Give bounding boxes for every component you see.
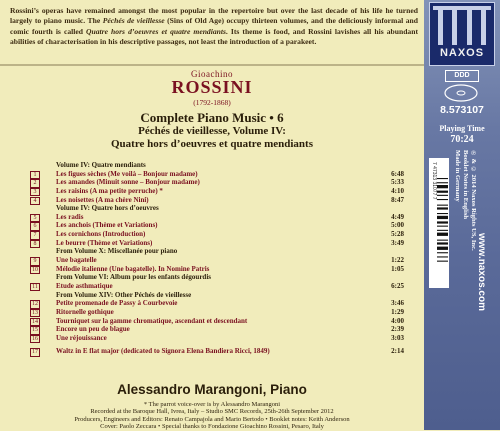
track-title: Les noisettes (A ma chère Nini) bbox=[56, 195, 149, 204]
barcode-bar bbox=[437, 226, 448, 227]
legal-line: Booklet Notes in English bbox=[462, 150, 469, 220]
volume-heading-text: Volume IV: Quatre mendiants bbox=[56, 161, 146, 169]
track-number: 15 bbox=[32, 327, 38, 334]
track-title: Une bagatelle bbox=[56, 256, 97, 265]
composer-last-name: ROSSINI bbox=[171, 77, 253, 97]
composer-dates: (1792-1868) bbox=[193, 98, 231, 107]
track-duration: 3:03 bbox=[391, 333, 404, 342]
volume-heading bbox=[30, 273, 408, 282]
playing-time-value: 70:24 bbox=[450, 134, 474, 145]
playing-time-label: Playing Time bbox=[439, 124, 485, 133]
track-number: 16 bbox=[32, 335, 38, 342]
barcode-digits: 7 47313 31077 7 bbox=[431, 162, 437, 200]
track-title: Ritornelle gothique bbox=[56, 307, 114, 316]
track-number: 5 bbox=[30, 214, 40, 223]
album-subtitle-2: Quatre hors d’oeuvres et quatre mendiants bbox=[111, 138, 313, 150]
track-number: 8 bbox=[30, 240, 40, 249]
track-title: Une réjouissance bbox=[56, 333, 107, 342]
barcode-bar bbox=[437, 205, 448, 206]
track-duration: 4:49 bbox=[391, 212, 404, 221]
track-row bbox=[30, 196, 408, 205]
volume-heading bbox=[30, 204, 408, 213]
track-title: Les radis bbox=[56, 212, 84, 221]
track-number: 9 bbox=[30, 257, 40, 266]
barcode-bars bbox=[429, 158, 449, 288]
barcode-bar bbox=[437, 191, 448, 193]
track-list bbox=[30, 161, 408, 356]
track-title: Les amandes (Minuit sonne – Bonjour madame) bbox=[56, 178, 200, 187]
track-number: 2 bbox=[30, 179, 40, 188]
barcode-bar bbox=[437, 240, 448, 241]
volume-heading bbox=[30, 247, 408, 256]
performer: Alessandro Marangoni, Piano bbox=[117, 382, 307, 397]
divider bbox=[0, 64, 424, 66]
barcode-bar bbox=[437, 207, 448, 209]
spine-panel bbox=[424, 0, 500, 430]
track-duration: 5:00 bbox=[391, 221, 404, 230]
track-duration: 5:33 bbox=[391, 178, 404, 187]
legal-line: Made in Germany bbox=[454, 150, 461, 202]
track-row bbox=[30, 256, 408, 265]
track-row bbox=[30, 178, 408, 187]
track-title: Petite promenade de Passy à Courbevoie bbox=[56, 299, 178, 308]
track-duration: 4:00 bbox=[391, 316, 404, 325]
format-badge: DDD bbox=[445, 70, 479, 82]
track-title: Les raisins (A ma petite perruche) * bbox=[56, 186, 163, 195]
track-duration: 3:46 bbox=[391, 299, 404, 308]
track-number: 1 bbox=[30, 171, 40, 180]
compact-disc-icon bbox=[443, 83, 479, 103]
album-subtitle: Péchés de vieillesse, Volume IV: bbox=[138, 125, 286, 137]
logo-column bbox=[452, 7, 457, 45]
intro-text-1: Rossini’s operas have remained amongst the most popular in the repertoire but over the last decade of his life he turned largely to piano music. The bbox=[10, 6, 418, 26]
intro-italic-1: Péchés de vieillesse bbox=[102, 16, 165, 26]
barcode-bar bbox=[437, 185, 448, 188]
track-duration: 8:47 bbox=[391, 195, 404, 204]
volume-heading-text: From Volume XIV: Other Péchés de vieillesse bbox=[56, 290, 192, 299]
track-row bbox=[30, 317, 408, 326]
track-title: Tourniquet sur la gamme chromatique, ascendant et descendant bbox=[56, 316, 248, 325]
track-duration: 6:48 bbox=[391, 169, 404, 178]
track-row bbox=[30, 347, 408, 356]
barcode-bar bbox=[437, 261, 448, 262]
barcode-bar bbox=[437, 199, 448, 200]
barcode-bar bbox=[437, 247, 448, 250]
track-duration: 2:14 bbox=[391, 347, 404, 356]
barcode-bar bbox=[437, 213, 448, 214]
track-number: 3 bbox=[30, 188, 40, 197]
logo-column bbox=[481, 7, 486, 45]
track-title: Etude asthmatique bbox=[56, 281, 113, 290]
track-title: Le beurre (Thème et Variations) bbox=[56, 238, 153, 247]
track-row bbox=[30, 170, 408, 179]
volume-heading-text: Volume IV: Quatre hors d’oeuvres bbox=[56, 204, 159, 213]
composer-first-name: Gioachino bbox=[191, 69, 233, 79]
track-duration: 1:22 bbox=[391, 256, 404, 265]
track-number: 6 bbox=[30, 222, 40, 231]
barcode-bar bbox=[437, 256, 448, 257]
track-number: 10 bbox=[32, 266, 38, 273]
intro-text-3: . Its theme is food, and Rossini lavishes all his abundant abilities of characterisation in his descriptive passages, not least the introduction of a parakeet. bbox=[10, 26, 418, 47]
track-duration: 3:49 bbox=[391, 238, 404, 247]
track-title: Encore un peu de blague bbox=[56, 325, 130, 334]
volume-heading-text: From Volume X: Miscellanée pour piano bbox=[56, 247, 178, 256]
legal-line: ℗ & © 2014 Naxos Rights US, Inc. bbox=[470, 150, 477, 251]
volume-heading bbox=[30, 161, 408, 170]
track-row bbox=[30, 308, 408, 317]
track-title: Waltz in E flat major (dedicated to Signora Elena Bandiera Ricci, 1849) bbox=[56, 347, 270, 356]
track-duration: 5:28 bbox=[391, 230, 404, 239]
barcode-bar bbox=[437, 230, 448, 231]
track-row bbox=[30, 265, 408, 274]
track-row bbox=[30, 299, 408, 308]
track-row bbox=[30, 221, 408, 230]
track-title: Mélodie italienne (Une bagatelle). In Nomine Patris bbox=[56, 264, 210, 273]
barcode-bar bbox=[437, 252, 448, 253]
track-row bbox=[30, 282, 408, 291]
intro-italic-2: Quatre hors d’oeuvres et quatre mendiants bbox=[86, 26, 226, 36]
track-title: Les anchois (Thème et Variations) bbox=[56, 221, 158, 230]
track-duration: 4:10 bbox=[391, 186, 404, 195]
barcode-bar bbox=[437, 195, 448, 196]
credit-line: Producers, Engineers and Editors: Renato Campajola and Mario Bertodo • Booklet notes: Keith Anderson bbox=[74, 415, 350, 423]
track-duration: 1:29 bbox=[391, 307, 404, 316]
catalogue-number: 8.573107 bbox=[440, 104, 484, 116]
credit-line: Cover: Paolo Zeccara • Special thanks to Fondazione Gioachino Rossini, Pesaro, Italy bbox=[100, 423, 324, 431]
track-duration: 2:39 bbox=[391, 325, 404, 334]
label-name: NAXOS bbox=[439, 47, 485, 59]
track-row bbox=[30, 230, 408, 239]
track-title: Les cornichons (Introduction) bbox=[56, 230, 146, 239]
credit-line: * The parrot voice-over is by Alessandro Marangoni bbox=[143, 401, 281, 408]
track-duration: 1:05 bbox=[391, 264, 404, 273]
logo-column bbox=[467, 7, 472, 45]
track-number: 14 bbox=[32, 318, 38, 325]
barcode-bar bbox=[437, 216, 448, 219]
track-number: 17 bbox=[32, 349, 38, 356]
naxos-logo bbox=[429, 2, 495, 66]
barcode-bar bbox=[437, 233, 448, 236]
website-link[interactable]: www.naxos.com bbox=[476, 233, 487, 311]
track-row bbox=[30, 334, 408, 343]
album-title: Complete Piano Music • 6 bbox=[140, 110, 284, 125]
volume-heading bbox=[30, 291, 408, 300]
track-number: 12 bbox=[32, 301, 38, 308]
logo-column bbox=[438, 7, 443, 45]
intro-text-2: (Sins of Old Age) occupy thirteen volumes, and the deliciously informal and comic fourth is called bbox=[10, 16, 418, 36]
barcode-bar bbox=[437, 242, 448, 244]
track-number: 4 bbox=[30, 197, 40, 206]
barcode-bar bbox=[437, 178, 448, 179]
track-number: 7 bbox=[30, 231, 40, 240]
credits bbox=[0, 401, 424, 431]
track-number: 11 bbox=[30, 283, 40, 292]
track-duration: 6:25 bbox=[391, 281, 404, 290]
legal-text bbox=[453, 150, 477, 251]
track-row bbox=[30, 187, 408, 196]
track-row bbox=[30, 325, 408, 334]
intro-paragraph bbox=[10, 6, 418, 48]
track-title: Les figues sèches (Me voilà – Bonjour madame) bbox=[56, 169, 198, 178]
track-number: 13 bbox=[32, 309, 38, 316]
volume-heading-text: From Volume VI: Album pour les enfants dégourdis bbox=[56, 273, 211, 282]
barcode bbox=[429, 158, 449, 288]
track-row bbox=[30, 213, 408, 222]
track-row bbox=[30, 239, 408, 248]
barcode-bar bbox=[437, 182, 448, 183]
barcode-bar bbox=[437, 221, 448, 223]
credit-line: Recorded at the Baroque Hall, Ivrea, Italy – Studio SMC Records, 25th-26th September 2012 bbox=[90, 408, 334, 416]
